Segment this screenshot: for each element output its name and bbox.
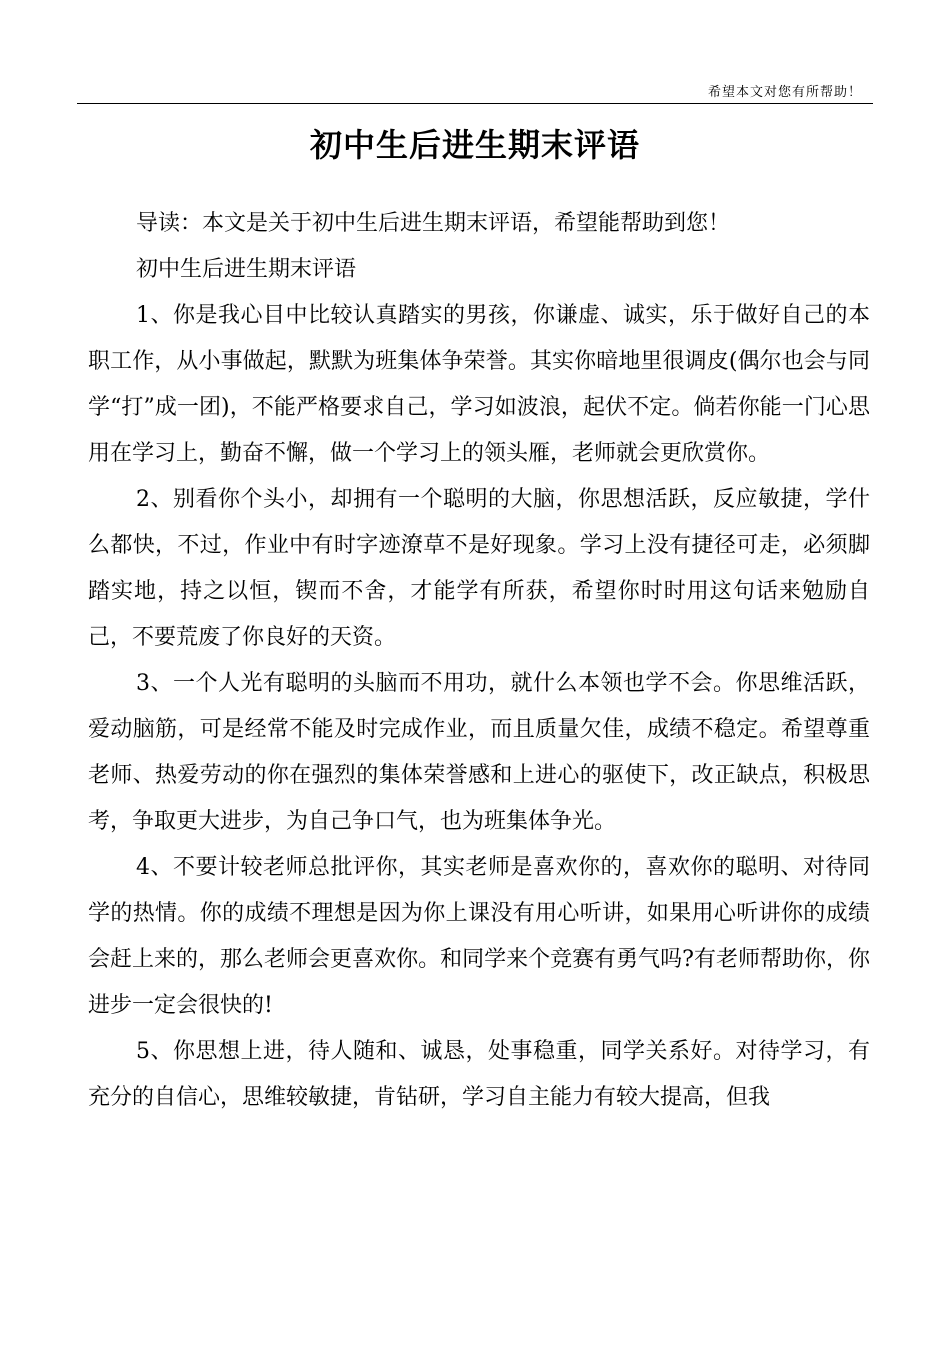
subtitle-paragraph: 初中生后进生期末评语 bbox=[136, 257, 357, 282]
comment-paragraph-1: 1、你是我心目中比较认真踏实的男孩，你谦虚、诚实，乐于做好自己的本职工作，从小事做起，默默为班集体争荣誉。其实你暗地里很调皮(偶尔也会与同学“打”成一团)，不能严格要求自己，学习如波浪，起伏不定。倘若你能一门心思用在学习上，勤奋不懈，做一个学习上的领头雁，老师就会更欣赏你。 bbox=[88, 303, 870, 466]
document-title: 初中生后进生期末评语 bbox=[309, 126, 640, 164]
comment-paragraph-3: 3、一个人光有聪明的头脑而不用功，就什么本领也学不会。你思维活跃，爱动脑筋，可是经常不能及时完成作业，而且质量欠佳，成绩不稳定。希望尊重老师、热爱劳动的你在强烈的集体荣誉感和上进心的驱使下，改正缺点，积极思考，争取更大进步，为自己争口气，也为班集体争光。 bbox=[88, 671, 870, 834]
header-note: 希望本文对您有所帮助！ bbox=[707, 85, 862, 100]
comment-paragraph-2: 2、别看你个头小，却拥有一个聪明的大脑，你思想活跃，反应敏捷，学什么都快，不过，作业中有时字迹潦草不是好现象。学习上没有捷径可走，必须脚踏实地，持之以恒，锲而不舍，才能学有所获，希望你时时用这句话来勉励自己，不要荒废了你良好的天资。 bbox=[88, 487, 870, 650]
intro-paragraph: 导读：本文是关于初中生后进生期末评语，希望能帮助到您！ bbox=[136, 211, 731, 236]
comment-paragraph-4: 4、不要计较老师总批评你，其实老师是喜欢你的，喜欢你的聪明、对待同学的热情。你的成绩不理想是因为你上课没有用心听讲，如果用心听讲你的成绩会赶上来的，那么老师会更喜欢你。和同学来个竞赛有勇气吗?有老师帮助你，你进步一定会很快的! bbox=[88, 855, 870, 1018]
header-divider bbox=[77, 103, 873, 104]
comment-paragraph-5: 5、你思想上进，待人随和、诚恳，处事稳重，同学关系好。对待学习，有充分的自信心，思维较敏捷，肯钻研，学习自主能力有较大提高，但我 bbox=[88, 1039, 870, 1110]
document-body bbox=[88, 201, 870, 1121]
